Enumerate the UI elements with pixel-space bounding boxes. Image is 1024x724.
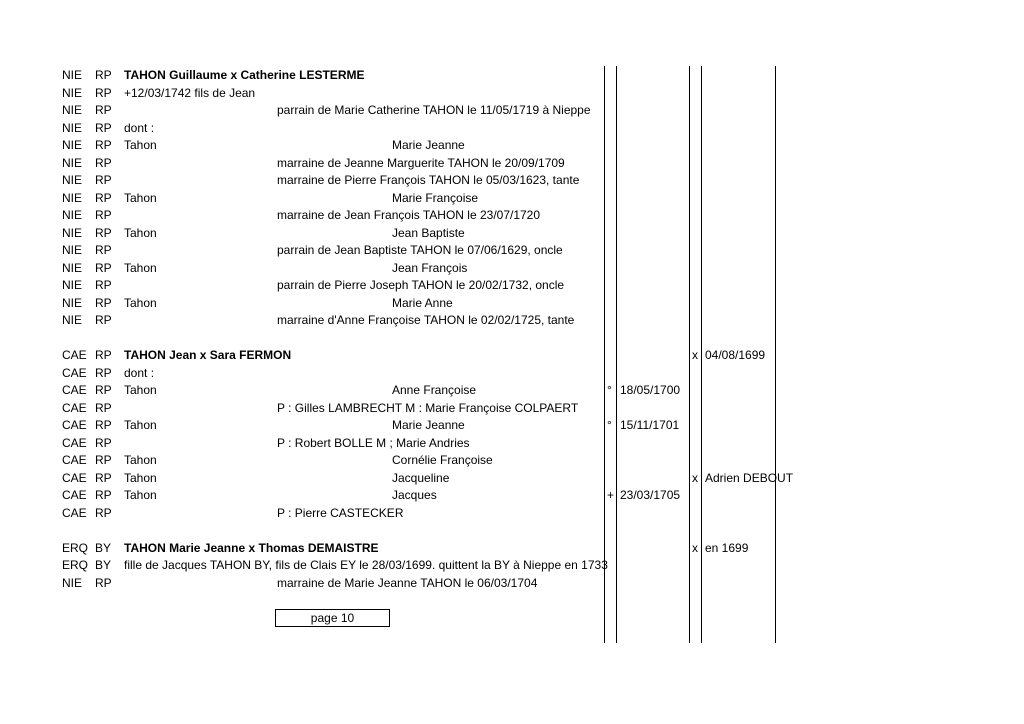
marriage-symbol: x [692, 348, 698, 362]
source-code: RP [95, 365, 112, 380]
parish-code: CAE [62, 418, 87, 432]
parish-code: CAE [62, 383, 87, 397]
source-code: RP [95, 470, 112, 485]
source-code: RP [95, 85, 112, 100]
event-symbol: ° [607, 383, 612, 397]
table-row [0, 540, 1024, 557]
entry-text: Tahon [124, 138, 157, 152]
table-row [0, 295, 1024, 312]
role-text: marraine d'Anne Françoise TAHON le 02/02/1725, tante [277, 313, 575, 327]
source-code: RP [95, 575, 112, 590]
table-row [0, 557, 1024, 574]
parish-code: NIE [62, 208, 83, 222]
source-code: RP [95, 103, 112, 117]
entry-text: TAHON Jean x Sara FERMON [124, 348, 292, 362]
table-row [0, 155, 1024, 172]
marriage-info: Adrien DEBOUT [705, 470, 794, 485]
table-row [0, 312, 1024, 329]
page-number: page 10 [310, 611, 355, 625]
given-name: Anne Françoise [392, 383, 477, 397]
parish-code: ERQ [62, 540, 89, 555]
source-code: RP [95, 138, 112, 152]
source-code: RP [95, 225, 112, 240]
table-row [0, 102, 1024, 119]
table-row [0, 487, 1024, 504]
source-code: RP [95, 505, 112, 520]
table-row [0, 330, 1024, 347]
role-text: parrain de Jean Baptiste TAHON le 07/06/1629, oncle [277, 243, 563, 257]
entry-text: dont : [124, 365, 155, 380]
event-date: 18/05/1700 [620, 383, 681, 397]
source-code: RP [95, 173, 112, 187]
parish-code: NIE [62, 575, 83, 590]
parish-code: CAE [62, 488, 87, 502]
role-text: P : Gilles LAMBRECHT M : Marie Françoise COLPAERT [277, 400, 579, 415]
entry-text: TAHON Guillaume x Catherine LESTERME [124, 68, 365, 82]
event-symbol: ° [607, 418, 612, 432]
parish-code: NIE [62, 155, 83, 170]
table-row [0, 190, 1024, 207]
parish-code: NIE [62, 85, 83, 100]
source-code: BY [95, 558, 112, 572]
entry-text: Tahon [124, 470, 157, 485]
parish-code: NIE [62, 225, 83, 240]
table-row [0, 522, 1024, 539]
source-code: RP [95, 260, 112, 275]
source-code: RP [95, 453, 112, 467]
table-row [0, 382, 1024, 399]
parish-code: NIE [62, 295, 83, 310]
entry-text: Tahon [124, 295, 157, 310]
role-text: P : Pierre CASTECKER [277, 505, 404, 520]
marriage-info: 04/08/1699 [705, 348, 766, 362]
table-row [0, 400, 1024, 417]
parish-code: ERQ [62, 558, 89, 572]
marriage-symbol: x [692, 540, 698, 555]
given-name: Jean François [392, 260, 468, 275]
source-code: RP [95, 418, 112, 432]
event-symbol: + [607, 488, 615, 502]
parish-code: NIE [62, 243, 83, 257]
marriage-symbol: x [692, 470, 698, 485]
parish-code: CAE [62, 400, 87, 415]
given-name: Marie Françoise [392, 190, 479, 205]
parish-code: NIE [62, 103, 83, 117]
table-row [0, 207, 1024, 224]
source-code: RP [95, 120, 112, 135]
role-text: parrain de Marie Catherine TAHON le 11/05/1719 à Nieppe [277, 103, 591, 117]
entry-text: Tahon [124, 418, 157, 432]
source-code: RP [95, 243, 112, 257]
source-code: RP [95, 208, 112, 222]
entry-text: Tahon [124, 383, 157, 397]
table-row [0, 85, 1024, 102]
source-code: RP [95, 383, 112, 397]
table-row [0, 435, 1024, 452]
table-row [0, 470, 1024, 487]
source-code: RP [95, 400, 112, 415]
parish-code: CAE [62, 453, 87, 467]
parish-code: NIE [62, 138, 83, 152]
role-text: marraine de Marie Jeanne TAHON le 06/03/1704 [277, 575, 538, 590]
marriage-info: en 1699 [705, 540, 749, 555]
source-code: RP [95, 435, 112, 450]
role-text: marraine de Jeanne Marguerite TAHON le 20/09/1709 [277, 155, 565, 170]
table-row [0, 242, 1024, 259]
entry-text: TAHON Marie Jeanne x Thomas DEMAISTRE [124, 540, 379, 555]
parish-code: NIE [62, 313, 83, 327]
entry-text: fille de Jacques TAHON BY, fils de Clais EY le 28/03/1699. quittent la BY à Nieppe en 1733 [124, 558, 608, 572]
given-name: Cornélie Françoise [392, 453, 493, 467]
table-row [0, 417, 1024, 434]
parish-code: CAE [62, 365, 87, 380]
table-row [0, 67, 1024, 84]
table-row [0, 277, 1024, 294]
table-row [0, 225, 1024, 242]
given-name: Marie Anne [392, 295, 453, 310]
source-code: RP [95, 295, 112, 310]
parish-code: CAE [62, 348, 87, 362]
parish-code: NIE [62, 68, 83, 82]
event-date: 23/03/1705 [620, 488, 681, 502]
given-name: Marie Jeanne [392, 418, 465, 432]
parish-code: CAE [62, 435, 87, 450]
role-text: parrain de Pierre Joseph TAHON le 20/02/1732, oncle [277, 278, 565, 292]
entry-text: Tahon [124, 260, 157, 275]
role-text: marraine de Pierre François TAHON le 05/03/1623, tante [277, 173, 580, 187]
table-row [0, 505, 1024, 522]
source-code: RP [95, 348, 112, 362]
parish-code: CAE [62, 470, 87, 485]
given-name: Jean Baptiste [392, 225, 465, 240]
role-text: P : Robert BOLLE M ; Marie Andries [277, 435, 470, 450]
source-code: RP [95, 313, 112, 327]
table-row [0, 137, 1024, 154]
table-row [0, 172, 1024, 189]
parish-code: NIE [62, 260, 83, 275]
parish-code: NIE [62, 120, 83, 135]
entry-text: Tahon [124, 453, 157, 467]
entry-text: +12/03/1742 fils de Jean [124, 85, 256, 100]
entry-text: Tahon [124, 190, 157, 205]
given-name: Marie Jeanne [392, 138, 465, 152]
table-row [0, 120, 1024, 137]
source-code: BY [95, 540, 112, 555]
event-date: 15/11/1701 [620, 418, 680, 432]
entry-text: Tahon [124, 488, 157, 502]
source-code: RP [95, 68, 112, 82]
parish-code: NIE [62, 278, 83, 292]
source-code: RP [95, 155, 112, 170]
given-name: Jacqueline [392, 470, 450, 485]
parish-code: CAE [62, 505, 87, 520]
page-number-box [275, 609, 390, 627]
role-text: marraine de Jean François TAHON le 23/07/1720 [277, 208, 541, 222]
table-row [0, 347, 1024, 364]
source-code: RP [95, 488, 112, 502]
given-name: Jacques [392, 488, 437, 502]
entry-text: Tahon [124, 225, 157, 240]
table-row [0, 575, 1024, 592]
parish-code: NIE [62, 190, 83, 205]
parish-code: NIE [62, 173, 83, 187]
entry-text: dont : [124, 120, 155, 135]
source-code: RP [95, 278, 112, 292]
source-code: RP [95, 190, 112, 205]
table-row [0, 365, 1024, 382]
table-row [0, 452, 1024, 469]
table-row [0, 260, 1024, 277]
